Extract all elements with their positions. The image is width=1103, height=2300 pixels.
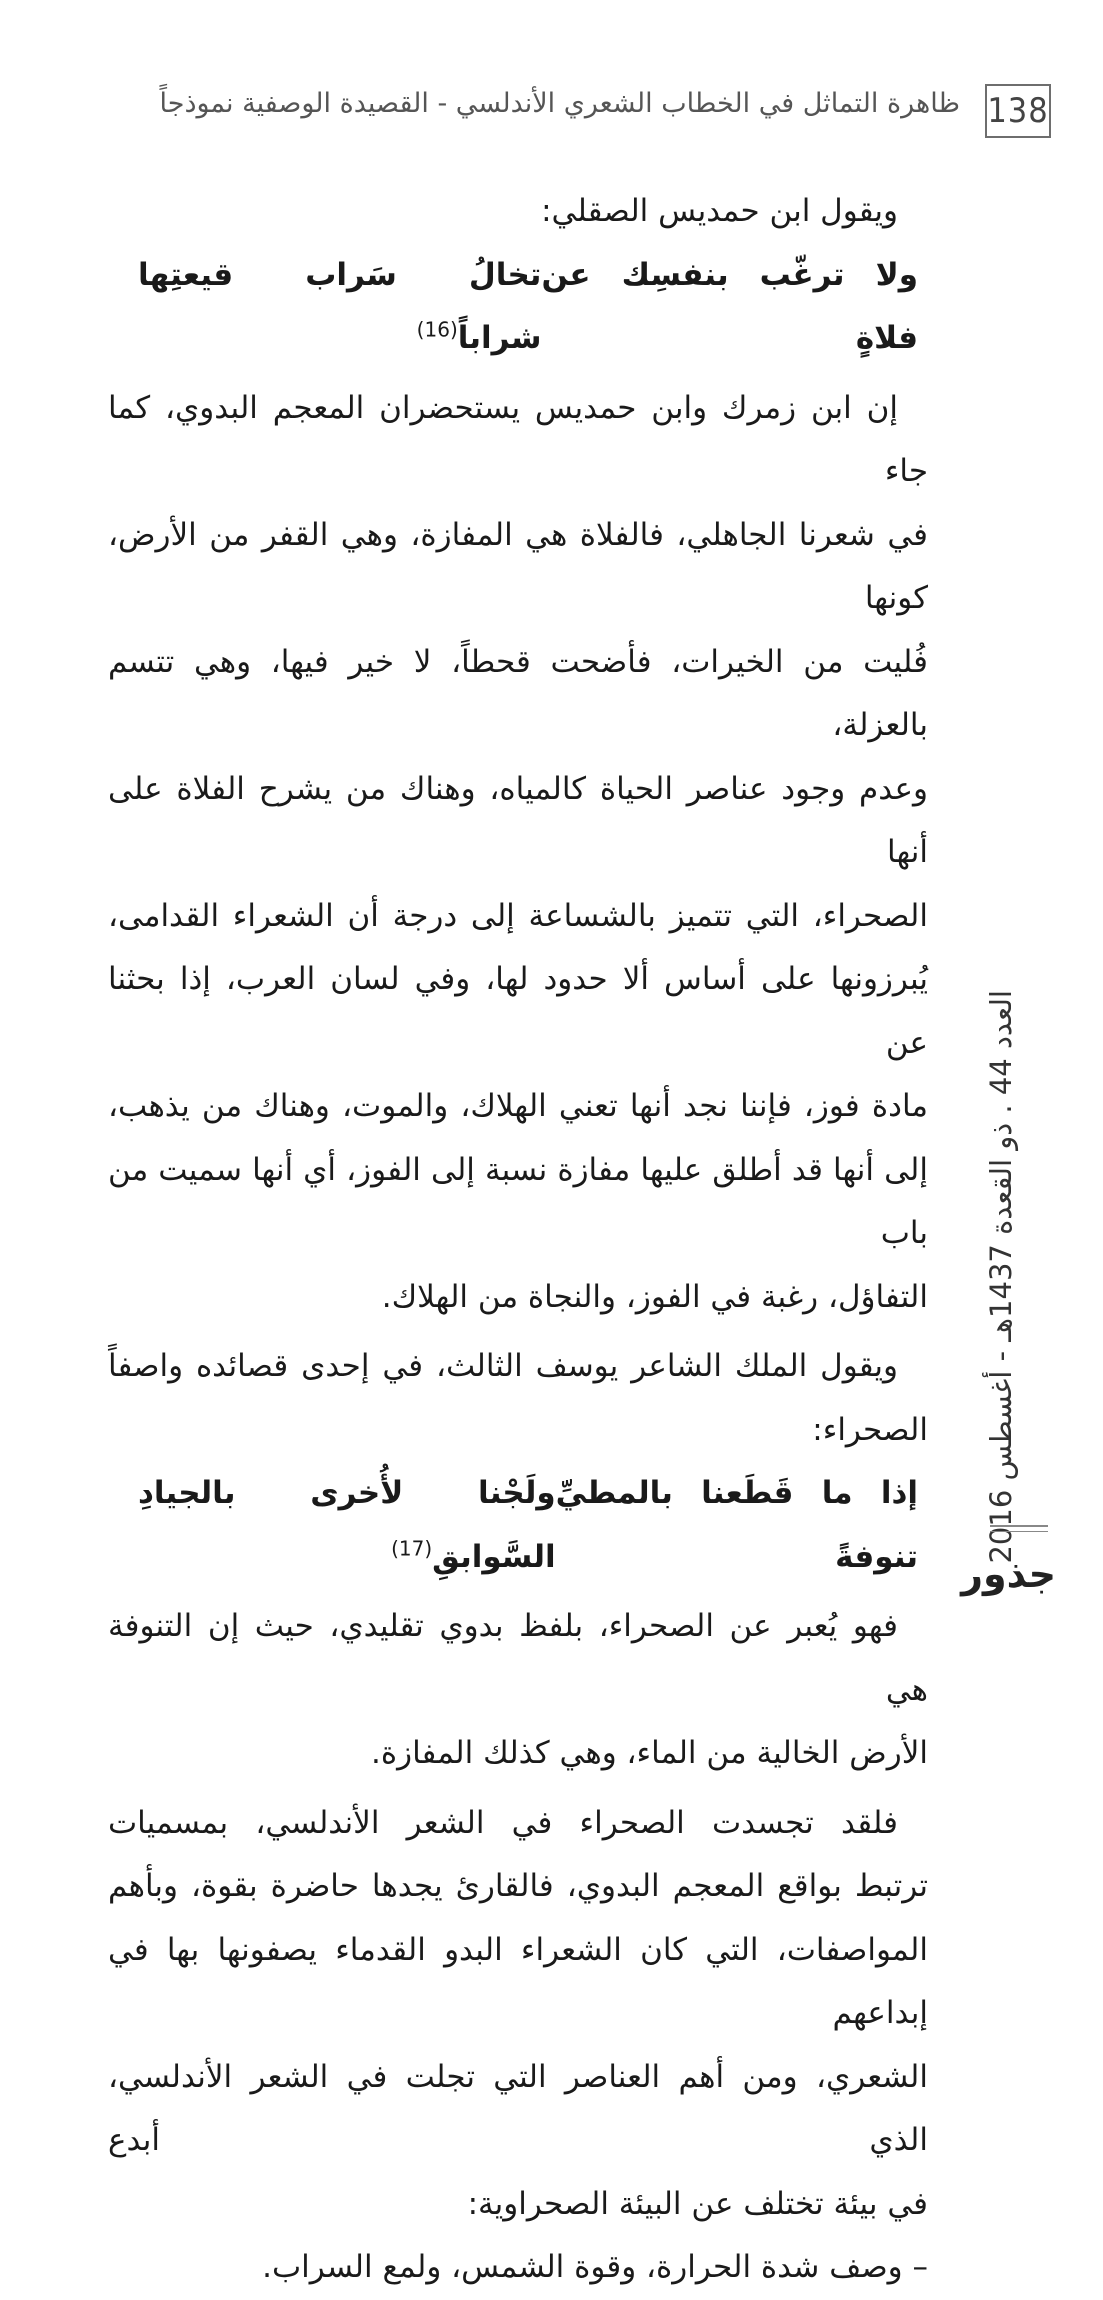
bullet-item: – وصف شدة الحرارة، وقوة الشمس، ولمع السراب. [262,2249,928,2285]
verse-1-hemistich-2-wrap [138,244,541,371]
verse-intro-2 [108,1335,928,1462]
text-line: مادة فوز، فإننا نجد أنها تعني الهلاك، والموت، وهناك من يذهب، [108,1088,928,1124]
verse-2-hemistich-2: ولَجْنا لأُخرى بالجيادِ السَّوابقِ [138,1475,556,1575]
verse-2-hemistich-1: إذا ما قَطَعنا بالمطيِّ تنوفةً [555,1475,918,1575]
issue-info: العدد 44 . ذو القعدة 1437هـ - أغسطس 2016 [984,990,1018,1564]
text-line: التفاؤل، رغبة في الفوز، والنجاة من الهلاك. [381,1278,928,1315]
text-line: وعدم وجود عناصر الحياة كالمياه، وهناك من يشرح الفلاة على أنها [108,770,928,870]
verse-intro-1: ويقول ابن حمديس الصقلي: [541,193,898,229]
footnote-ref-16: (16) [416,317,458,342]
text-line: فُليت من الخيرات، فأضحت قحطاً، لا خير فيها، وهي تتسم بالعزلة، [108,643,928,743]
text-line: فلقد تجسدت الصحراء في الشعر الأندلسي، بمسميات [108,1804,898,1841]
text-line: في شعرنا الجاهلي، فالفلاة هي المفازة، وهي القفر من الأرض، كونها [108,516,928,616]
text-line: إلى أنها قد أطلق عليها مفازة نسبة إلى الفوز، أي أنها سميت من باب [108,1151,928,1251]
sidebar-divider-thin [990,1531,1048,1532]
paragraph-3 [108,1792,928,2237]
text-line: ويقول الملك الشاعر يوسف الثالث، في إحدى قصائده واصفاً [108,1348,898,1384]
verse-2 [108,1462,928,1589]
text-line: إن ابن زمرك وابن حمديس يستحضران المعجم البدوي، كما جاء [108,389,928,489]
page-number: 138 [985,84,1051,138]
text-line: الصحراء: [812,1411,928,1448]
text-line: ترتبط بواقع المعجم البدوي، فالقارئ يجدها حاضرة بقوة، وبأهم [108,1868,928,1904]
body-text [108,180,928,2300]
sidebar-divider [990,1525,1048,1527]
journal-logo: جذور [961,1552,1056,1596]
verse-1 [108,244,928,371]
text-line: فهو يُعبر عن الصحراء، بلفظ بدوي تقليدي، حيث إن التنوفة هي [108,1608,928,1708]
verse-1-hemistich-2: تخالُ سَراب قيعتِها شراباً [138,256,542,356]
text-line: الشعري، ومن أهم العناصر التي تجلت في الشعر الأندلسي، الذي أبدع [108,2058,928,2158]
text-line: يُبرزونها على أساس ألا حدود لها، وفي لسان العرب، إذا بحثنا عن [108,961,928,1061]
footnote-ref-17: (17) [391,1536,433,1561]
text-line: الصحراء، التي تتميز بالشساعة إلى درجة أن الشعراء القدامى، [108,897,928,934]
paragraph-1 [108,377,928,1330]
paragraph-2 [108,1595,928,1786]
text-line: الأرض الخالية من الماء، وهي كذلك المفازة. [371,1735,928,1771]
verse-2-hemistich-2-wrap [138,1462,556,1589]
running-head: ظاهرة التماثل في الخطاب الشعري الأندلسي - القصيدة الوصفية نموذجاً [159,88,960,119]
text-line: في بيئة تختلف عن البيئة الصحراوية: [467,2185,928,2222]
text-line: المواصفات، التي كان الشعراء البدو القدماء يصفونها بها في إبداعهم [108,1931,928,2031]
verse-1-hemistich-1: ولا ترغّب بنفسِك عن فلاةٍ [541,256,918,356]
